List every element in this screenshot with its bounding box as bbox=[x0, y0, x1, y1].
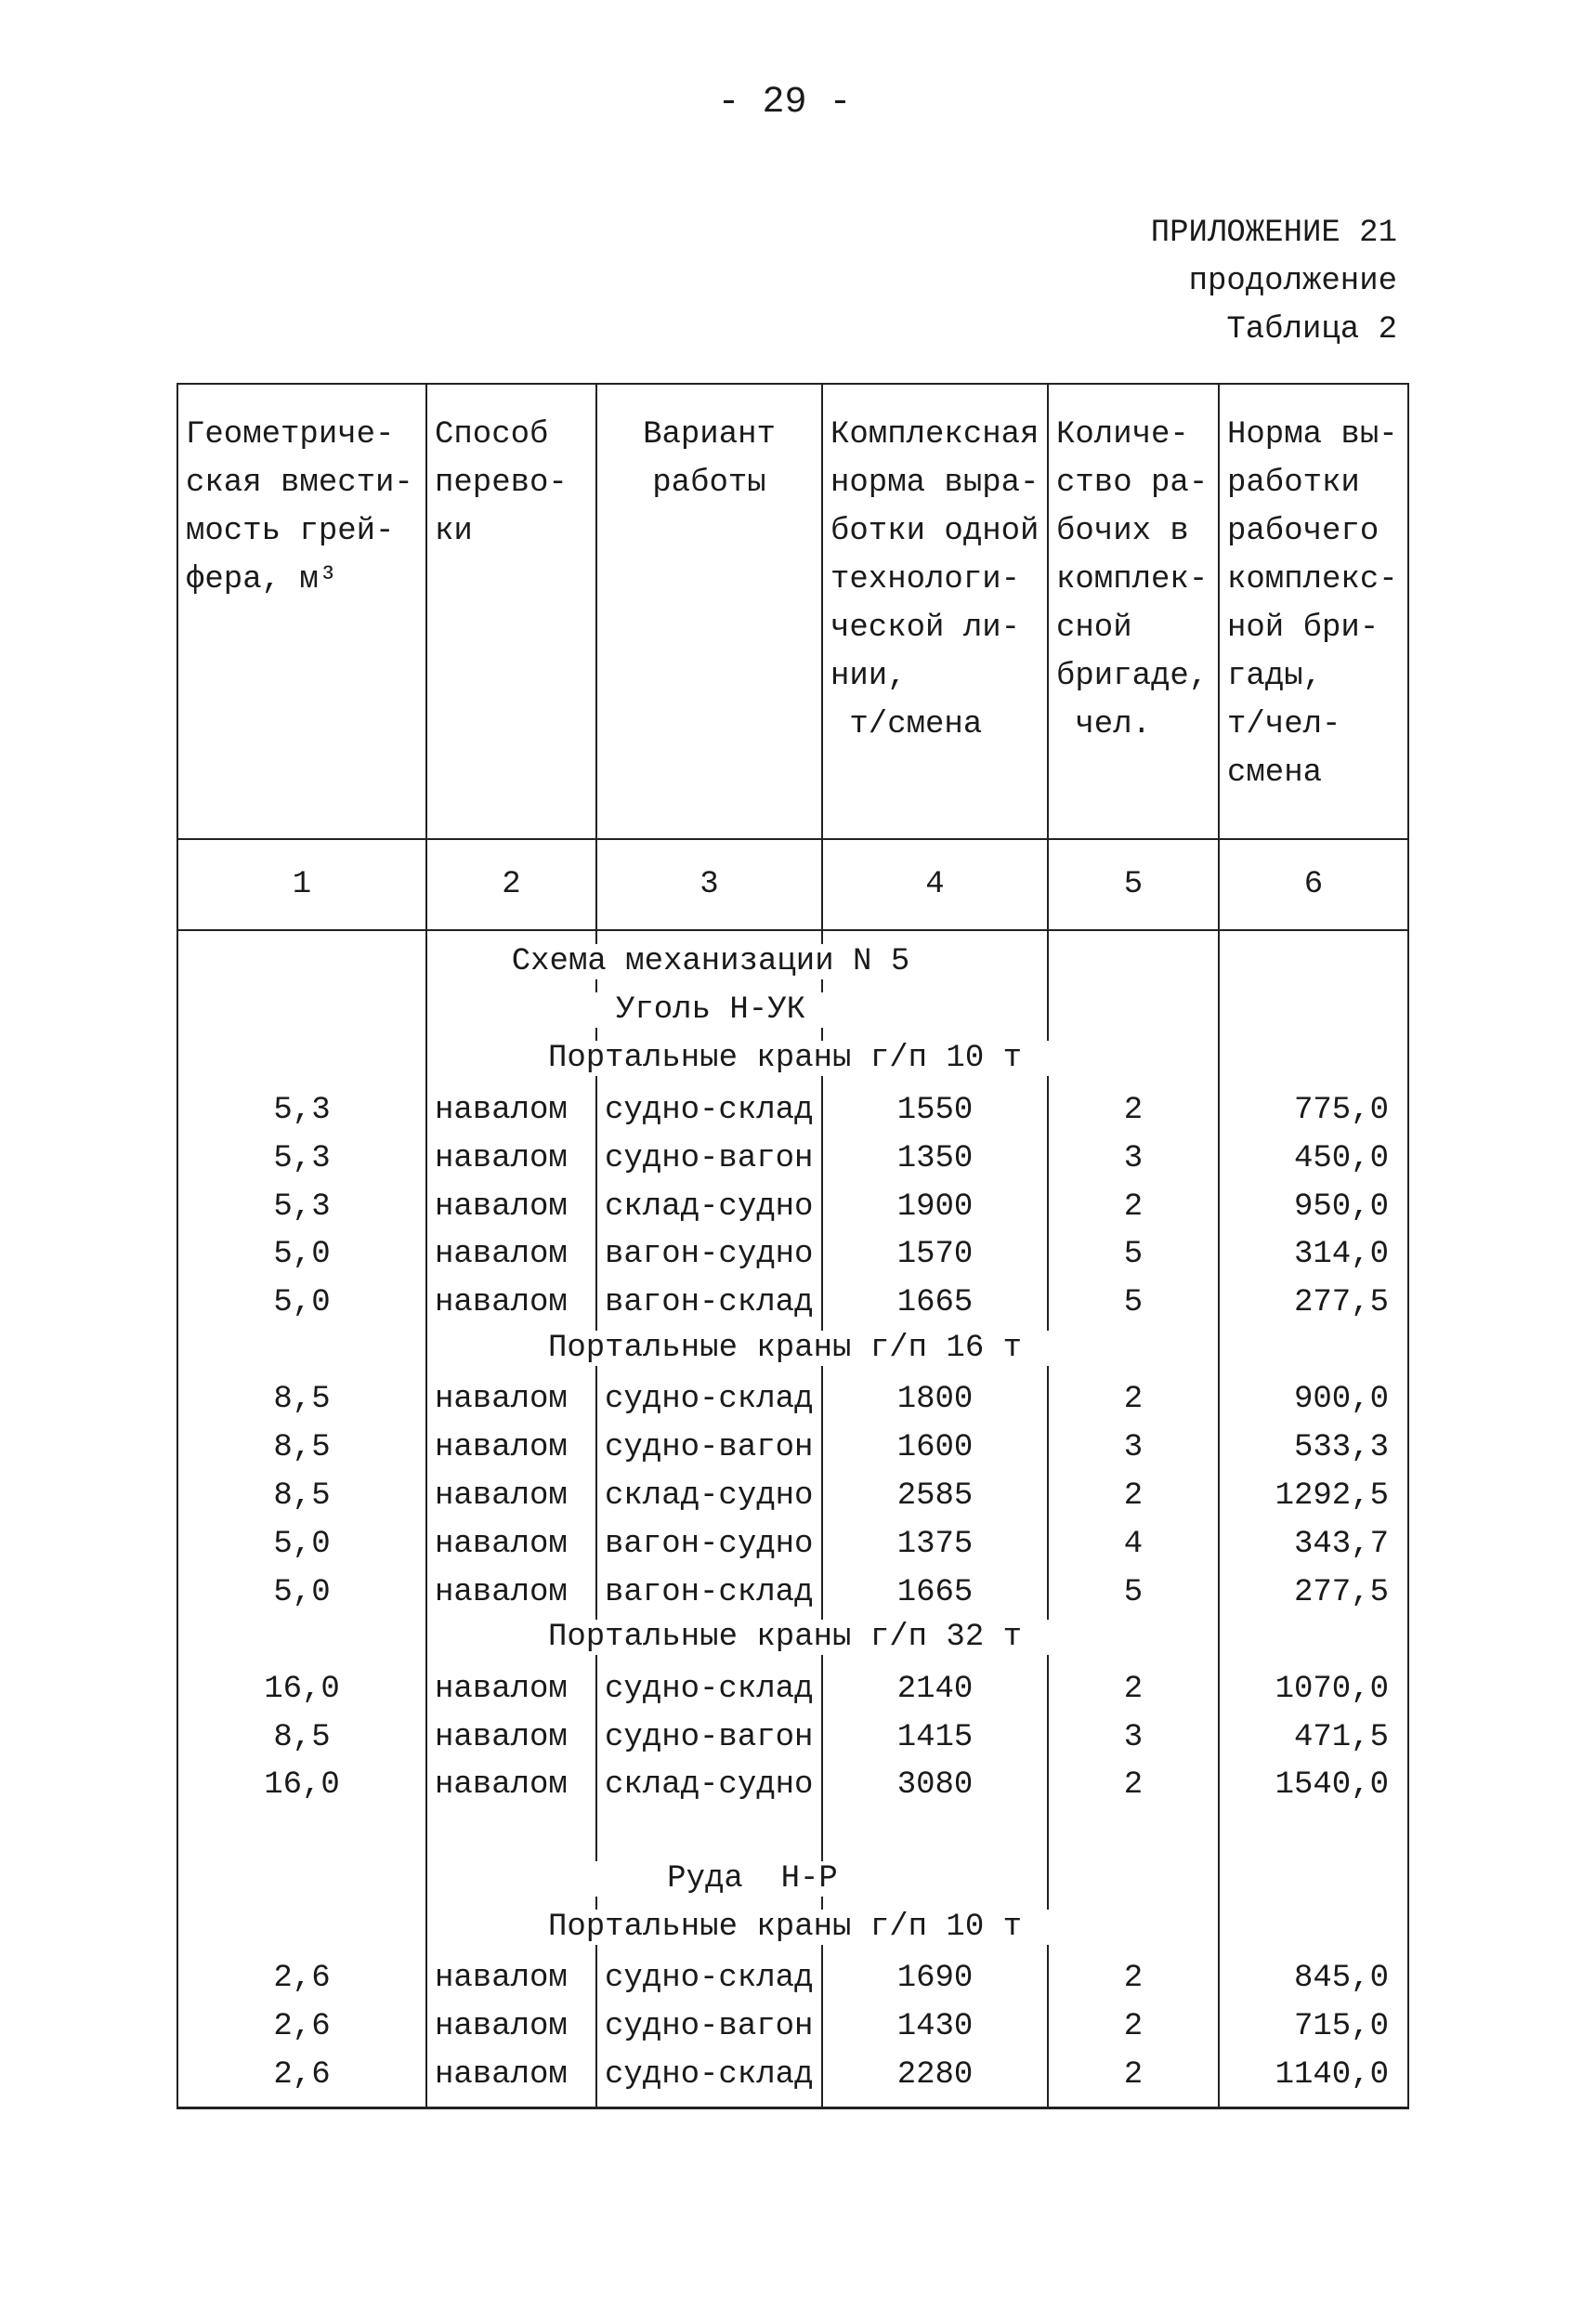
column-number-row bbox=[177, 839, 1408, 930]
line-norm-column: 1550 1350 1900 1570 1665 1800 1600 2585 1375 1665 2140 1415 3080 1690 1430 2280 bbox=[822, 930, 1048, 2108]
column-number: 1 bbox=[177, 839, 426, 930]
column-number: 6 bbox=[1219, 839, 1408, 930]
header-workers: Количе- ство ра- бочих в комплек- сной бригаде, чел. bbox=[1048, 384, 1219, 839]
header-row bbox=[177, 384, 1408, 839]
section-cargo-ore: Руда Н-Р bbox=[557, 1861, 948, 1897]
workers-column: 2 3 2 5 5 2 3 2 4 5 2 3 2 2 2 2 bbox=[1048, 930, 1219, 2108]
capacity-column: 5,3 5,3 5,3 5,0 5,0 8,5 8,5 8,5 5,0 5,0 16,0 8,5 16,0 2,6 2,6 2,6 bbox=[177, 930, 426, 2108]
section-cargo-coal: Уголь Н-УК bbox=[427, 992, 994, 1028]
section-cranes-10t: Портальные краны г/п 10 т bbox=[427, 1041, 1143, 1076]
header-variant: Вариант работы bbox=[596, 384, 822, 839]
page-number: - 29 - bbox=[717, 82, 852, 124]
appendix-continuation: продолжение bbox=[1188, 264, 1397, 299]
section-cranes-10t-ore: Портальные краны г/п 10 т bbox=[427, 1910, 1143, 1945]
worker-norm-column: 775,0 450,0 950,0 314,0 277,5 900,0 533,3 1292,5 343,7 277,5 1070,0 471,5 1540,0 845,0 715,0 1140,0 bbox=[1219, 930, 1408, 2108]
appendix-title: ПРИЛОЖЕНИЕ 21 bbox=[1150, 216, 1397, 251]
header-worker-norm: Норма вы- работки рабочего комплекс- ной бри- гады, т/чел- смена bbox=[1219, 384, 1408, 839]
header-transport: Способ перево- ки bbox=[426, 384, 596, 839]
column-number: 4 bbox=[822, 839, 1048, 930]
section-cranes-16t: Портальные краны г/п 16 т bbox=[427, 1331, 1143, 1366]
column-number: 3 bbox=[596, 839, 822, 930]
header-capacity: Геометриче- ская вмести- мость грей- фера, м³ bbox=[177, 384, 426, 839]
variant-column: судно-склад судно-вагон склад-судно вагон-судно вагон-склад судно-склад судно-вагон склад-судно вагон-судно вагон-склад судно-склад судно-вагон склад-судно судно-склад судно-вагон судно-склад bbox=[596, 930, 822, 2108]
table-label: Таблица 2 bbox=[1226, 312, 1397, 348]
norms-table bbox=[177, 383, 1409, 2109]
section-cranes-32t: Портальные краны г/п 32 т bbox=[427, 1620, 1143, 1655]
transport-column: навалом навалом навалом навалом навалом навалом навалом навалом навалом навалом навалом навалом навалом навалом навалом навалом bbox=[426, 930, 596, 2108]
header-line-norm: Комплексная норма выра- ботки одной технологи- ческой ли- нии, т/смена bbox=[822, 384, 1048, 839]
section-scheme-title: Схема механизации N 5 bbox=[427, 944, 994, 979]
column-number: 2 bbox=[426, 839, 596, 930]
column-number: 5 bbox=[1048, 839, 1219, 930]
